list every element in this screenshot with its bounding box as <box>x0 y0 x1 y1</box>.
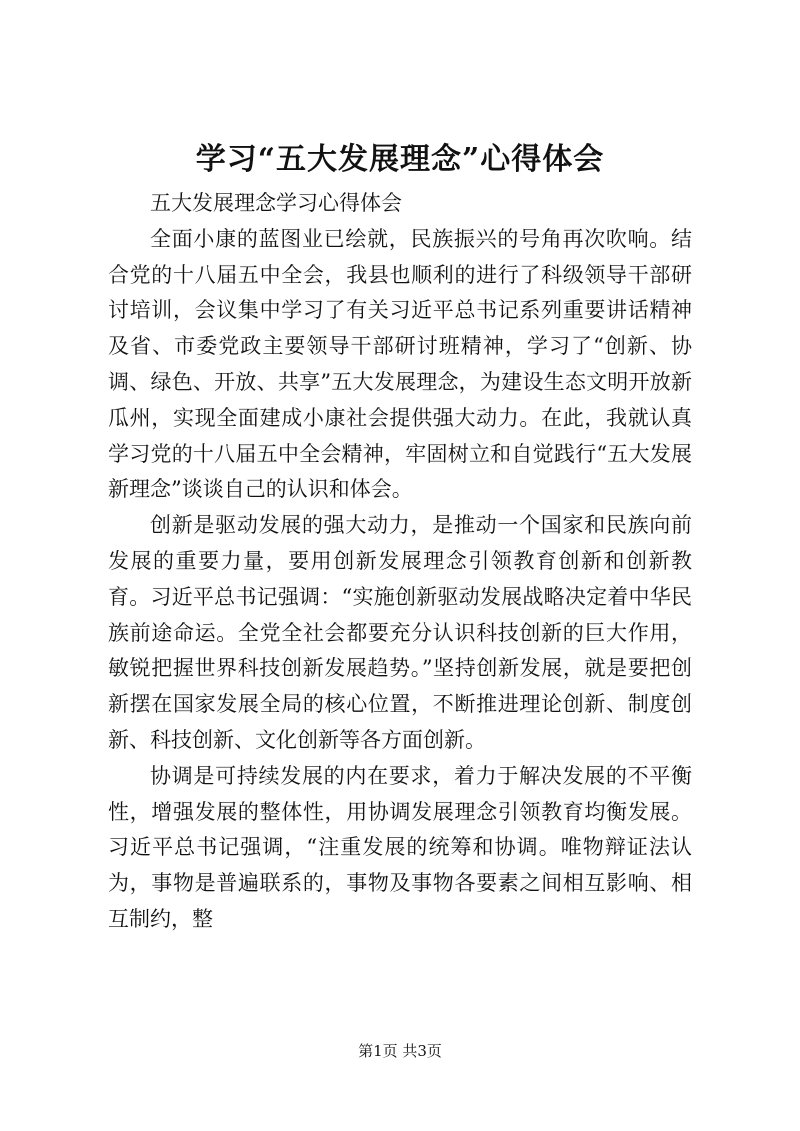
document-body <box>108 186 692 938</box>
document-title: 学习“五大发展理念”心得体会 <box>195 142 605 177</box>
paragraph-3: 协调是可持续发展的内在要求，着力于解决发展的不平衡性，增强发展的整体性，用协调发展理念引领教育均衡发展。习近平总书记强调，“注重发展的统筹和协调。唯物辩证法认为，事物是普遍联系的，事物及事物各要素之间相互影响、相互制约，整 <box>108 763 692 931</box>
document-subtitle: 五大发展理念学习心得体会 <box>150 191 402 215</box>
page-footer: 第1页 共3页 <box>358 1042 442 1060</box>
paragraph-2: 创新是驱动发展的强大动力，是推动一个国家和民族向前发展的重要力量，要用创新发展理念引领教育创新和创新教育。习近平总书记强调：“实施创新驱动发展战略决定着中华民族前途命运。全党全社会都要充分认识科技创新的巨大作用，敏锐把握世界科技创新发展趋势。”坚持创新发展，就是要把创新摆在国家发展全局的核心位置，不断推进理论创新、制度创新、科技创新、文化创新等各方面创新。 <box>108 513 692 752</box>
paragraph-1: 全面小康的蓝图业已绘就，民族振兴的号角再次吹响。结合党的十八届五中全会，我县也顺利的进行了科级领导干部研讨培训，会议集中学习了有关习近平总书记系列重要讲话精神及省、市委党政主要领导干部研讨班精神，学习了“创新、协调、绿色、开放、共享”五大发展理念，为建设生态文明开放新瓜州，实现全面建成小康社会提供强大动力。在此，我就认真学习党的十八届五中全会精神，牢固树立和自觉践行“五大发展新理念”谈谈自己的认识和体会。 <box>108 226 692 502</box>
